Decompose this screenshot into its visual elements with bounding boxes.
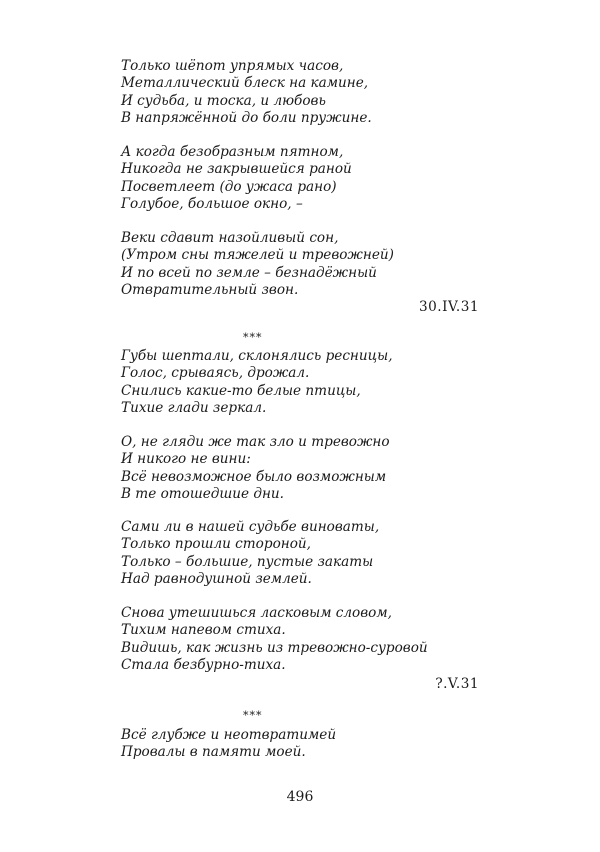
- poem-line: Отвратительный звон.: [121, 281, 299, 298]
- poem-date: 30.IV.31: [418, 299, 479, 315]
- stanza: [121, 348, 481, 417]
- poem-line: Металлический блеск на камине,: [121, 75, 369, 92]
- poem-line: Провалы в памяти моей.: [121, 744, 306, 761]
- poem-line: А когда безобразным пятном,: [121, 144, 344, 160]
- poem-line: Веки сдавит назойливый сон,: [121, 230, 339, 246]
- poem-line: Голубое, большое окно, –: [121, 195, 303, 212]
- poem-line: В те отошедшие дни.: [121, 485, 285, 502]
- stanza: [121, 519, 481, 588]
- stanza: [121, 58, 481, 127]
- poem-line: В напряжённой до боли пружине.: [121, 109, 372, 126]
- poem-line: Всё невозможное было возможным: [121, 468, 387, 485]
- section-separator: ***: [243, 331, 263, 344]
- poem-line: Посветлеет (до ужаса рано): [121, 178, 337, 195]
- poem-line: Только – большие, пустые закаты: [121, 553, 374, 570]
- poem-line: (Утром сны тяжелей и тревожней): [121, 247, 394, 264]
- poem-line: И судьба, и тоска, и любовь: [121, 92, 326, 109]
- poem-line: И по всей по земле – безнадёжный: [121, 264, 377, 281]
- poem-line: Голос, срываясь, дрожал.: [121, 365, 310, 382]
- section-separator: ***: [243, 709, 263, 722]
- poem-line: Стала безбурно-тиха.: [121, 656, 286, 673]
- poem-line: Над равнодушной землей.: [121, 570, 312, 587]
- poem-line: Видишь, как жизнь из тревожно-суровой: [121, 639, 428, 656]
- stanza: [121, 727, 481, 762]
- poem-date: ?.V.31: [435, 676, 479, 692]
- poem-line: Снились какие-то белые птицы,: [121, 382, 361, 399]
- poem-line: Сами ли в нашей судьбе виноваты,: [121, 519, 380, 535]
- poem-line: И никого не вини:: [121, 451, 251, 468]
- page-number: 496: [286, 789, 314, 805]
- poem-line: Всё глубже и неотвратимей: [121, 727, 337, 743]
- stanza: [121, 230, 481, 299]
- poem-line: Тихим напевом стиха.: [121, 622, 286, 639]
- poem-line: Никогда не закрывшейся раной: [121, 161, 352, 178]
- poem-line: Тихие глади зеркал.: [121, 399, 267, 416]
- stanza: [121, 144, 481, 213]
- stanza: [121, 605, 481, 674]
- stanza: [121, 434, 481, 503]
- poem-line: Только прошли стороной,: [121, 536, 311, 553]
- poem-line: Снова утешишься ласковым словом,: [121, 605, 392, 621]
- poem-line: Губы шептали, склонялись ресницы,: [121, 348, 393, 364]
- poem-line: О, не гляди же так зло и тревожно: [121, 434, 390, 450]
- poem-line: Только шёпот упрямых часов,: [121, 58, 344, 74]
